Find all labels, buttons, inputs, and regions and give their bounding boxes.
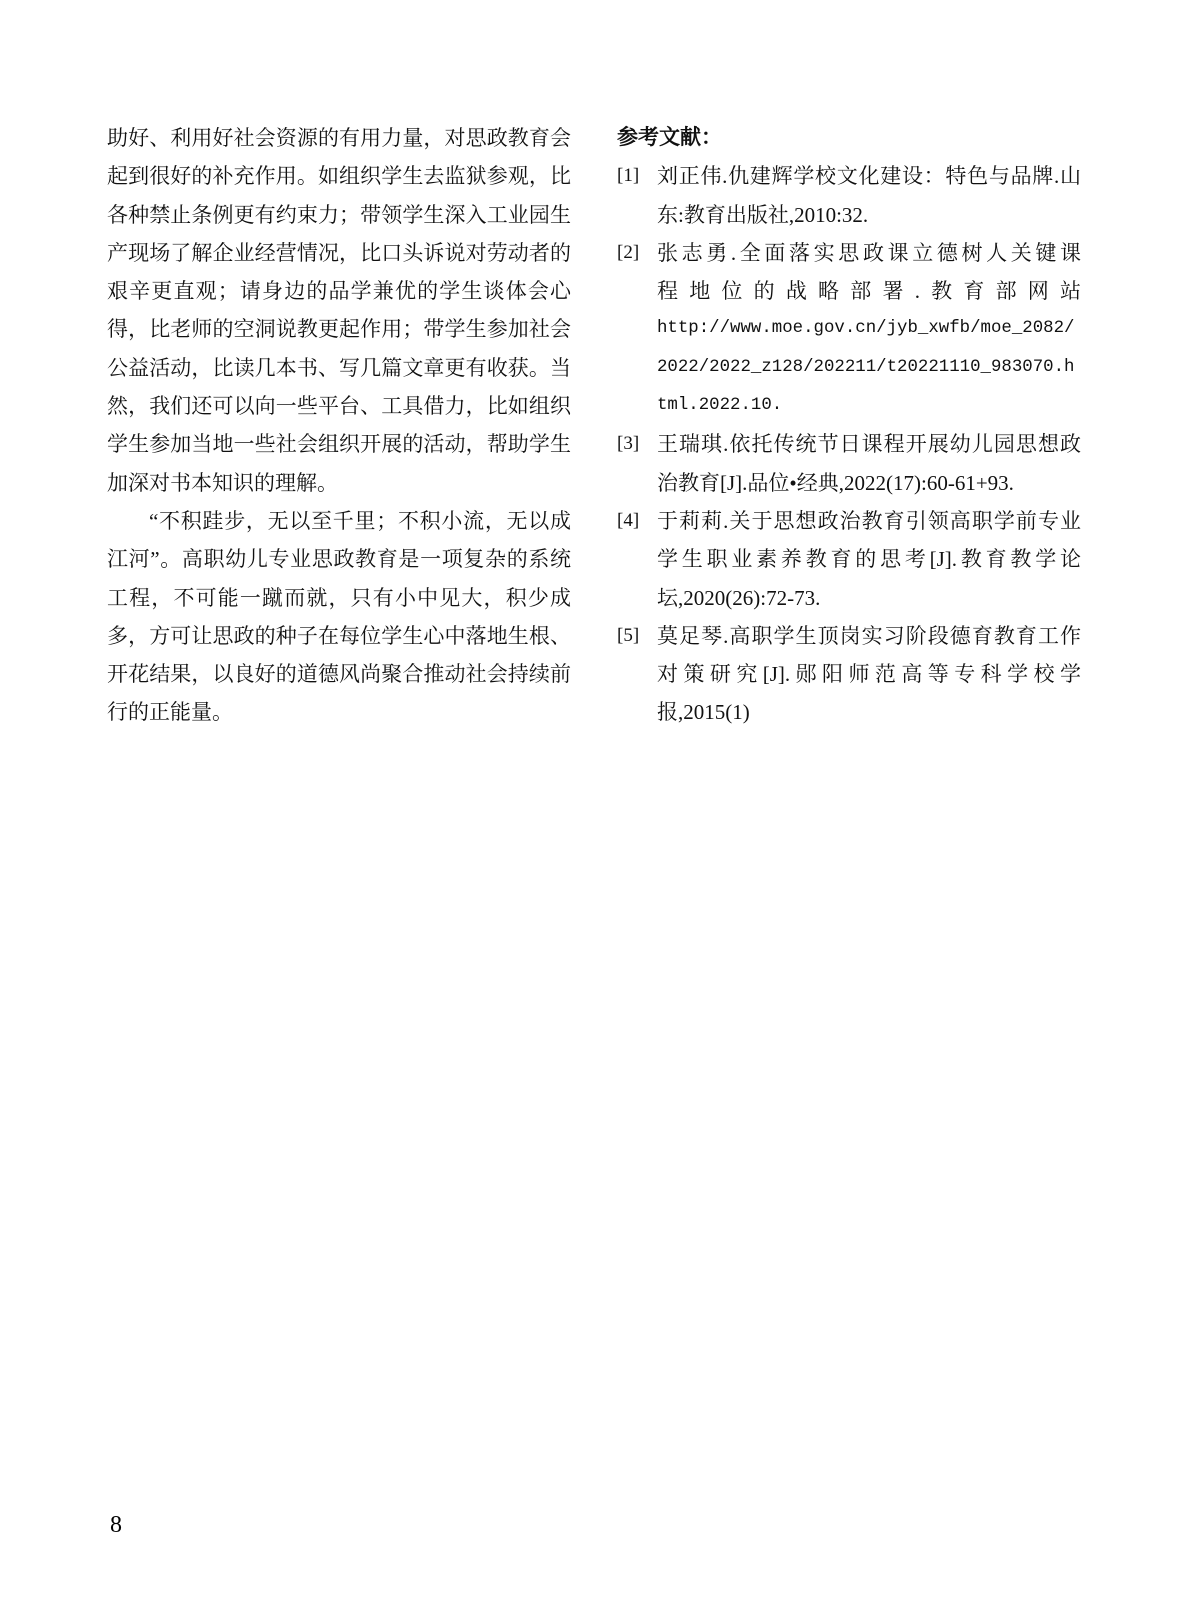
reference-marker: [4] (617, 509, 640, 531)
reference-line: 莫足琴.高职学生顶岗实习阶段德育教育工作 (657, 623, 1081, 648)
reference-item-3 (617, 425, 1081, 502)
reference-item-5 (617, 617, 1081, 732)
reference-url-line: 2022/2022_z128/202211/t20221110_983070.h (657, 357, 1075, 377)
reference-marker: [1] (617, 165, 640, 187)
reference-line: 治教育[J].品位•经典,2022(17):60-61+93. (657, 470, 1014, 495)
reference-line: 东:教育出版社,2010:32. (657, 202, 869, 227)
reference-line: 张志勇.全面落实思政课立德树人关键课 (657, 240, 1081, 265)
reference-line: 刘正伟.仇建辉学校文化建设：特色与品牌.山 (657, 164, 1081, 189)
reference-url-line: tml.2022.10. (657, 396, 783, 416)
reference-line: 学生职业素养教育的思考[J].教育教学论 (657, 547, 1081, 572)
reference-item-1 (617, 157, 1081, 234)
reference-item-4 (617, 502, 1081, 617)
reference-line: 坛,2020(26):72-73. (657, 585, 821, 610)
reference-marker: [5] (617, 624, 640, 646)
reference-item-2 (617, 234, 1081, 425)
reference-line: 对策研究[J].郧阳师范高等专科学校学 (657, 662, 1081, 687)
body-paragraph-1: 助好、利用好社会资源的有用力量，对思政教育会起到很好的补充作用。如组织学生去监狱参观，比各种禁止条例更有约束力；带领学生深入工业园生产现场了解企业经营情况，比口头诉说对劳动者的艰辛更直观；请身边的品学兼优的学生谈体会心得，比老师的空洞说教更起作用；带学生参加社会公益活动，比读几本书、写几篇文章更有收获。当然，我们还可以向一些平台、工具借力，比如组织学生参加当地一些社会组织开展的活动，帮助学生加深对书本知识的理解。 (107, 126, 571, 495)
body-paragraph-2: “不积跬步，无以至千里；不积小流，无以成江河”。高职幼儿专业思政教育是一项复杂的系统工程，不可能一蹴而就，只有小中见大，积少成多，方可让思政的种子在每位学生心中落地生根、开花结果，以良好的道德风尚聚合推动社会持续前行的正能量。 (107, 508, 571, 725)
reference-line: 报,2015(1) (657, 700, 750, 725)
reference-url-line: http://www.moe.gov.cn/jyb_xwfb/moe_2082/ (657, 319, 1075, 339)
references-heading: 参考文献： (617, 126, 722, 149)
reference-line: 王瑞琪.依托传统节日课程开展幼儿园思想政 (657, 432, 1081, 457)
reference-line: 于莉莉.关于思想政治教育引领高职学前专业 (657, 508, 1081, 533)
reference-marker: [3] (617, 433, 640, 455)
reference-marker: [2] (617, 241, 640, 263)
references-column (617, 119, 1081, 732)
body-text-column (107, 119, 571, 732)
page-number: 8 (110, 1512, 122, 1538)
reference-line: 程地位的战略部署.教育部网站 (657, 279, 1081, 304)
